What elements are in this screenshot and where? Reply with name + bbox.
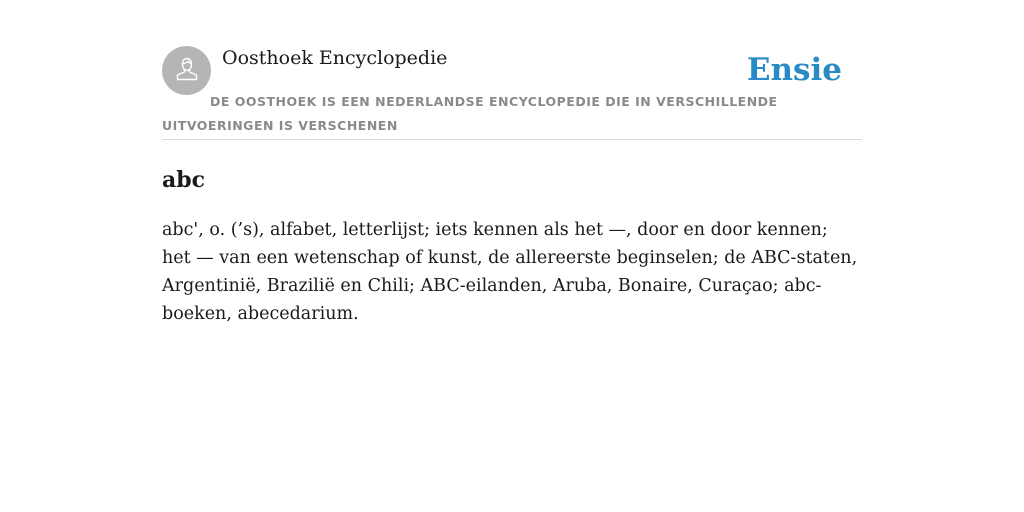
user-icon [172,54,202,88]
ensie-logo[interactable]: Ensie [746,52,842,88]
source-header [162,46,862,140]
entry-definition: abc', o. (’s), alfabet, letterlijst; iets kennen als het —, door en door kennen; het — van een wetenschap of kunst, de allereerste beginselen; de ABC-staten, Argentinië, Brazilië en Chili; ABC-eilanden, Aruba, Bonaire, Curaçao; abc-boeken, abecedarium. [162,220,858,324]
entry-container [162,46,862,328]
source-avatar[interactable] [162,46,211,95]
source-name-link[interactable]: Oosthoek Encyclopedie [222,47,448,69]
source-description: DE OOSTHOEK IS EEN NEDERLANDSE ENCYCLOPEDIE DIE IN VERSCHILLENDE UITVOERINGEN IS VERSCHENEN [162,94,778,133]
entry-headword: abc [162,167,206,193]
